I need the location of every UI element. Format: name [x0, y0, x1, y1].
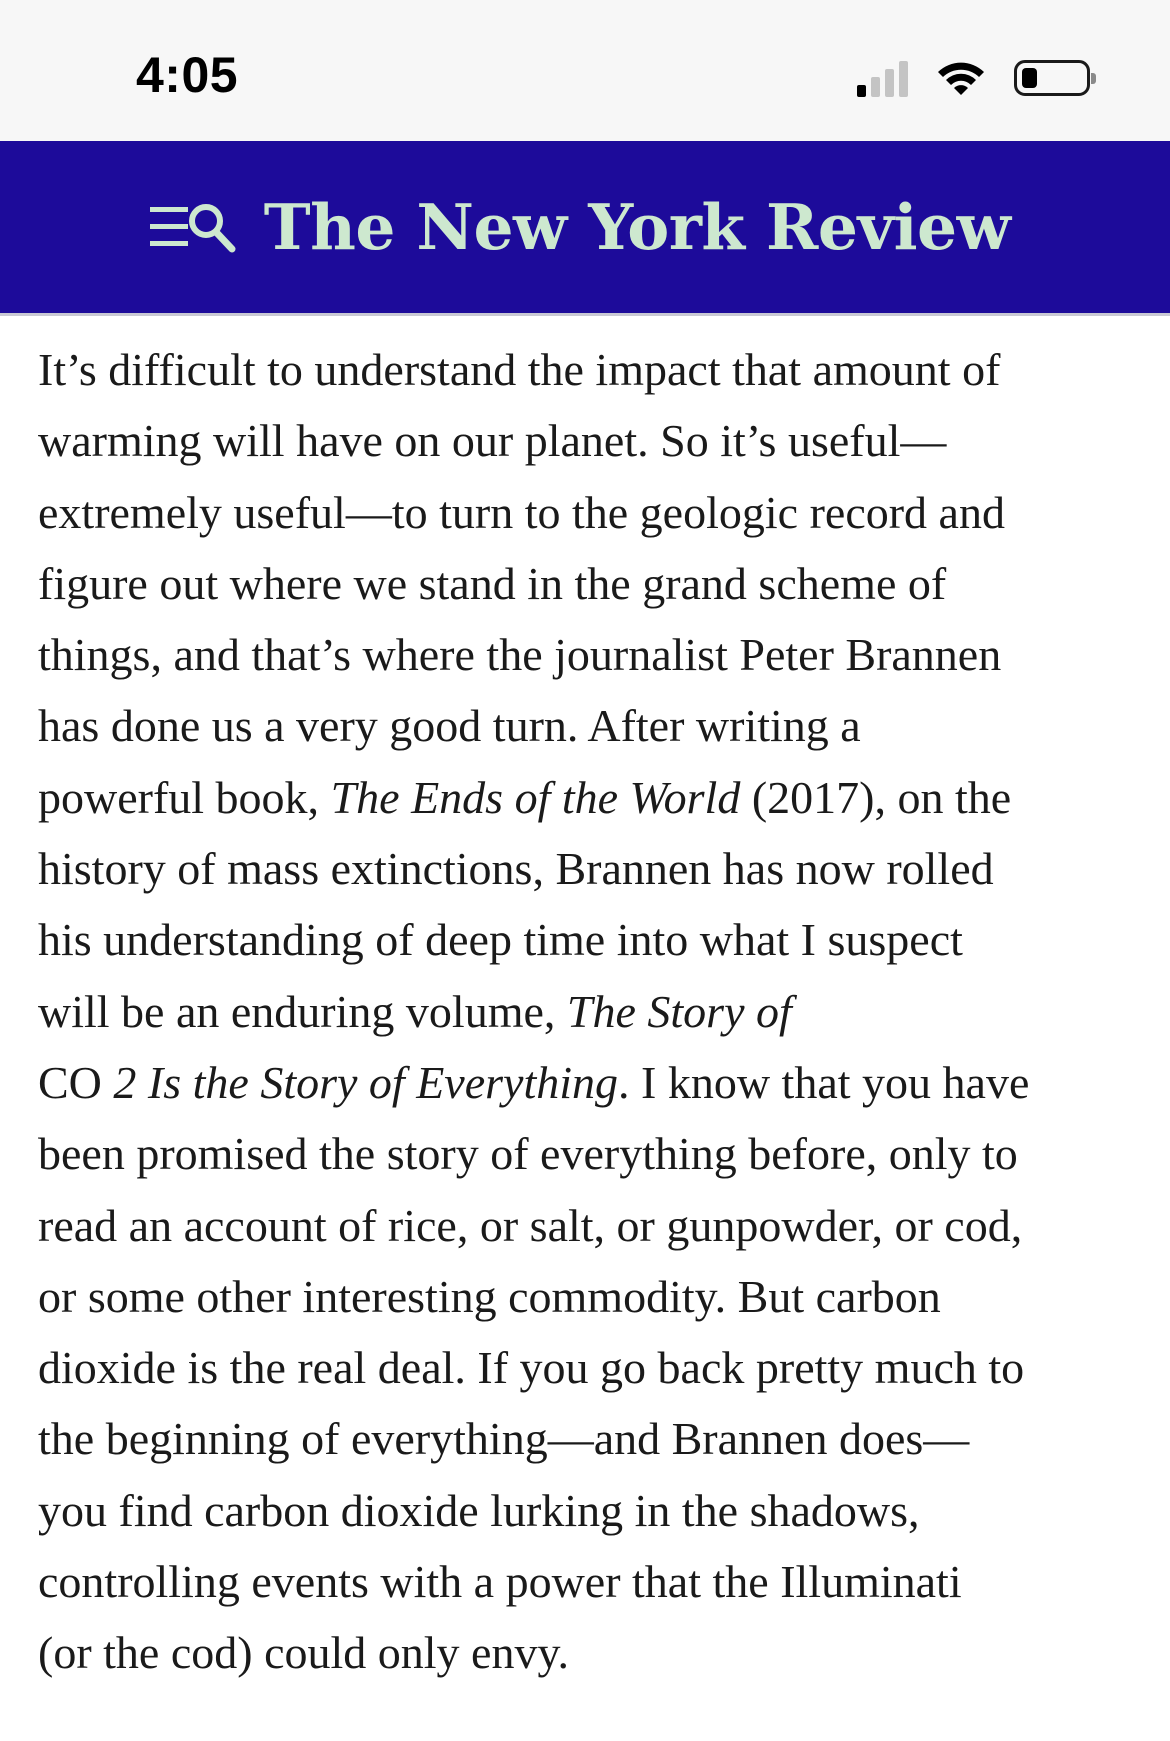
battery-cap: [1091, 73, 1096, 84]
book-title-story-of-co2: The Story of: [566, 985, 792, 1037]
signal-bar: [857, 85, 866, 97]
article-text: powerful book,: [38, 771, 331, 823]
signal-bar: [899, 61, 908, 97]
cellular-signal-icon: [857, 59, 908, 97]
article-line: things, and that’s where the journalist Peter Brannen: [38, 629, 1002, 681]
article-body: [38, 334, 1148, 1689]
article-text: CO: [38, 1056, 114, 1108]
article-line: figure out where we stand in the grand scheme of: [38, 557, 947, 609]
book-title-ends-of-the-world: The Ends of the World: [330, 771, 741, 823]
article-line: or some other interesting commodity. But carbon: [38, 1270, 941, 1322]
article-line: [38, 762, 1148, 833]
article-line: warming will have on our planet. So it’s useful—: [38, 415, 947, 467]
site-title[interactable]: The New York Review: [263, 190, 1011, 264]
article-text: will be an enduring volume,: [38, 985, 567, 1037]
status-bar: [0, 0, 1170, 141]
article-line: [38, 1047, 1148, 1118]
signal-bar: [871, 77, 880, 97]
article-line: dioxide is the real deal. If you go back pretty much to: [38, 1342, 1025, 1394]
battery-level: [1022, 68, 1037, 88]
menu-search-icon[interactable]: [148, 199, 240, 255]
status-time: 4:05: [136, 47, 239, 103]
battery-icon: [1014, 60, 1090, 96]
wifi-icon: [936, 59, 986, 97]
article-line: been promised the story of everything before, only to: [38, 1128, 1018, 1180]
article-line: you find carbon dioxide lurking in the shadows,: [38, 1484, 920, 1536]
article-text: (2017), on the: [740, 771, 1012, 823]
article-line: his understanding of deep time into what I suspect: [38, 914, 963, 966]
article-line: has done us a very good turn. After writing a: [38, 700, 861, 752]
article-line: [38, 976, 1148, 1047]
header-content: [0, 141, 1170, 313]
article-line: (or the cod) could only envy.: [38, 1627, 569, 1679]
article-text: . I know that you have: [618, 1056, 1030, 1108]
article-line: the beginning of everything—and Brannen does—: [38, 1413, 970, 1465]
site-header: [0, 141, 1170, 313]
article-line: read an account of rice, or salt, or gunpowder, or cod,: [38, 1199, 1023, 1251]
status-icons: [857, 55, 1090, 100]
book-title-story-of-co2: 2 Is the Story of Everything: [113, 1056, 619, 1108]
article-line: history of mass extinctions, Brannen has now rolled: [38, 843, 994, 895]
article-line: extremely useful—to turn to the geologic record and: [38, 486, 1005, 538]
signal-bar: [885, 69, 894, 97]
article-line: controlling events with a power that the Illuminati: [38, 1556, 962, 1608]
article-line: It’s difficult to understand the impact that amount of: [38, 344, 1001, 395]
header-divider: [0, 313, 1170, 316]
